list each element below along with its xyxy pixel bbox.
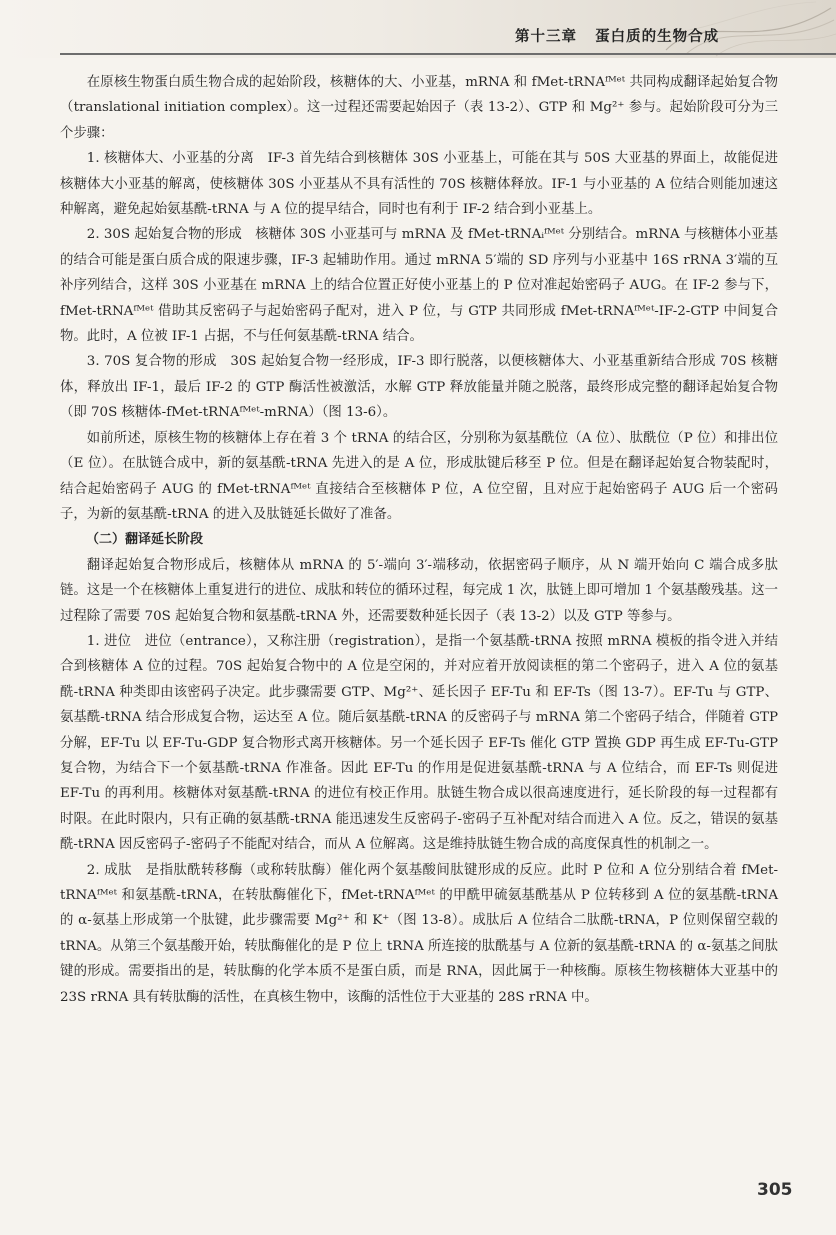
paragraph-binding-sites: 如前所述，原核生物的核糖体上存在着 3 个 tRNA 的结合区，分别称为氨基酰位（A 位）、肽酰位（P 位）和排出位（E 位）。在肽链合成中，新的氨基酰-tRNA 先进入的是 A 位，形成肽键后移至 P 位。但是在翻译起始复合物装配时，结合起始密码子 AUG 的 fMet-tRNAᶠᴹᵉᵗ 直接结合至核糖体 P 位，A 位空留，且对应于起始密码子 AUG 后一个密码子，为新的氨基酰-tRNA 的进入及肽链延长做好了准备。	[60, 430, 778, 522]
chapter-title	[515, 25, 719, 46]
section-heading: （二）翻译延长阶段	[86, 532, 204, 548]
paragraph-entrance: 1. 进位 进位（entrance），又称注册（registration），是指一个氨基酰-tRNA 按照 mRNA 模板的指令进入并结合到核糖体 A 位的过程。70S 起始复合物中的 A 位是空闲的，并对应着开放阅读框的第二个密码子，进入 A 位的氨基酰-tRNA 种类即由该密码子决定。此步骤需要 GTP、Mg²⁺、延长因子 EF-Tu 和 EF-Ts（图 13-7）。EF-Tu 与 GTP、氨基酰-tRNA 结合形成复合物，运达至 A 位。随后氨基酰-tRNA 的反密码子与 mRNA 第二个密码子结合，伴随着 GTP 分解，EF-Tu 以 EF-Tu-GDP 复合物形式离开核糖体。另一个延长因子 EF-Ts 催化 GTP 置换 GDP 再生成 EF-Tu-GTP 复合物，为结合下一个氨基酰-tRNA 作准备。因此 EF-Tu 的作用是促进氨基酰-tRNA 与 A 位结合，而 EF-Ts 则促进 EF-Tu 的再利用。核糖体对氨基酰-tRNA 的进位有校正作用。肽链生物合成以很高速度进行，延长阶段的每一过程都有时限。在此时限内，只有正确的氨基酰-tRNA 能迅速发生反密码子-密码子互补配对结合而进入 A 位。反之，错误的氨基酰-tRNA 因反密码子-密码子不能配对结合，而从 A 位解离。这是维持肽链生物合成的高度保真性的机制之一。	[60, 633, 779, 853]
paragraph-peptide-bond: 2. 成肽 是指肽酰转移酶（或称转肽酶）催化两个氨基酸间肽键形成的反应。此时 P 位和 A 位分别结合着 fMet-tRNAᶠᴹᵉᵗ 和氨基酰-tRNA，在转肽酶催化下，fMet-tRNAᶠᴹᵉᵗ 的甲酰甲硫氨基酰基从 P 位转移到 A 位的氨基酰-tRNA 的 α-氨基上形成第一个肽键，此步骤需要 Mg²⁺ 和 K⁺（图 13-8）。成肽后 A 位结合二肽酰-tRNA，P 位则保留空载的 tRNA。从第三个氨基酸开始，转肽酶催化的是 P 位上 tRNA 所连接的肽酰基与 A 位新的氨基酰-tRNA 的 α-氨基之间肽键的形成。需要指出的是，转肽酶的化学本质不是蛋白质，而是 RNA，因此属于一种核酶。原核生物核糖体大亚基中的 23S rRNA 具有转肽酶的活性，在真核生物中，该酶的活性位于大亚基的 28S rRNA 中。	[60, 862, 778, 1005]
running-header	[0, 0, 836, 58]
chapter-number: 第十三章	[515, 29, 577, 45]
paragraph-70s-complex: 3. 70S 复合物的形成 30S 起始复合物一经形成，IF-3 即行脱落，以便核糖体大、小亚基重新结合形成 70S 核糖体，释放出 IF-1，最后 IF-2 的 GTP 酶活性被激活，水解 GTP 释放能量并随之脱落，最终形成完整的翻译起始复合物（即 70S 核糖体-fMet-tRNAᶠᴹᵉᵗ-mRNA）（图 13-6）。	[60, 354, 778, 421]
paragraph-subunit-separation: 1. 核糖体大、小亚基的分离 IF-3 首先结合到核糖体 30S 小亚基上，可能在其与 50S 大亚基的界面上，故能促进核糖体大小亚基的解离，使核糖体 30S 小亚基从不具有活性的 70S 核糖体释放。IF-1 与小亚基的 A 位结合则能加速这种解离，避免起始氨基酰-tRNA 与 A 位的提早结合，同时也有利于 IF-2 结合到小亚基上。	[60, 151, 778, 218]
header-rule	[60, 53, 836, 55]
paragraph-elongation-intro: 翻译起始复合物形成后，核糖体从 mRNA 的 5′-端向 3′-端移动，依据密码子顺序，从 N 端开始向 C 端合成多肽链。这是一个在核糖体上重复进行的进位、成肽和转位的循环过程，每完成 1 次，肽链上即可增加 1 个氨基酸残基。这一过程除了需要 70S 起始复合物和氨基酰-tRNA 外，还需要数种延长因子（表 13-2）以及 GTP 等参与。	[60, 557, 778, 624]
chapter-name: 蛋白质的生物合成	[595, 29, 720, 45]
page-number: 305	[757, 1180, 793, 1200]
paragraph-initiation-intro: 在原核生物蛋白质生物合成的起始阶段，核糖体的大、小亚基，mRNA 和 fMet-tRNAᶠᴹᵉᵗ 共同构成翻译起始复合物（translational initiation complex）。这一过程还需要起始因子（表 13-2）、GTP 和 Mg²⁺ 参与。起始阶段可分为三个步骤：	[60, 75, 778, 141]
paragraph-30s-complex: 2. 30S 起始复合物的形成 核糖体 30S 小亚基可与 mRNA 及 fMet-tRNAᵢᶠᴹᵉᵗ 分别结合。mRNA 与核糖体小亚基的结合可能是蛋白质合成的限速步骤，IF-3 起辅助作用。通过 mRNA 5′端的 SD 序列与小亚基中 16S rRNA 3′端的互补序列结合，这样 30S 小亚基在 mRNA 上的结合位置正好使小亚基上的 P 位对准起始密码子 AUG。在 IF-2 参与下，fMet-tRNAᶠᴹᵉᵗ 借助其反密码子与起始密码子配对，进入 P 位，与 GTP 共同形成 fMet-tRNAᶠᴹᵉᵗ-IF-2-GTP 中间复合物。此时，A 位被 IF-1 占据，不与任何氨基酰-tRNA 结合。	[60, 227, 778, 345]
body-text	[60, 70, 778, 1010]
